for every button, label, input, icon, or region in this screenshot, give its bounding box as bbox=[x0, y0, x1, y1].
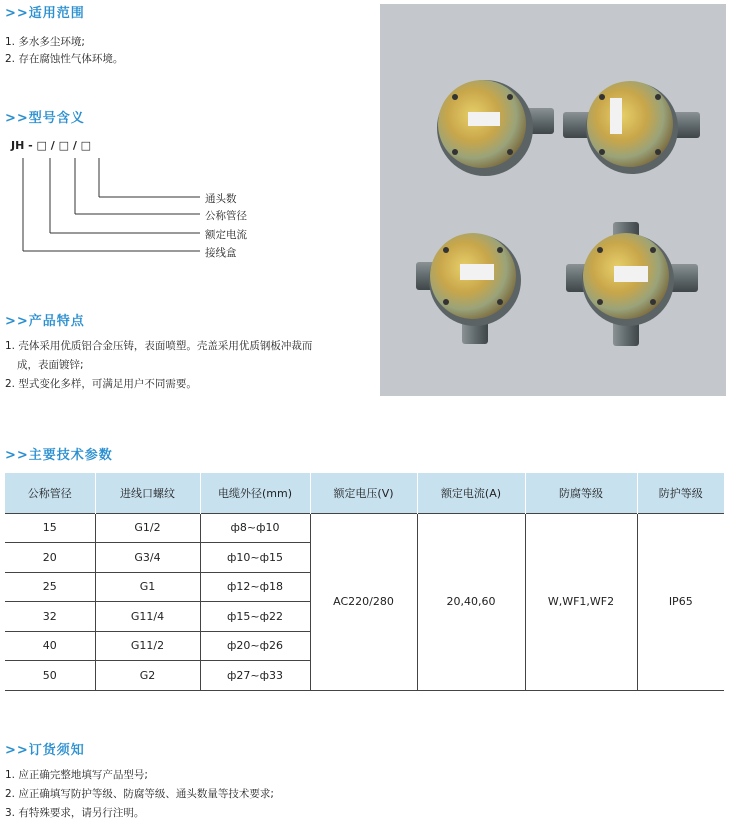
scope-item-2: 2. 存在腐蚀性气体环境。 bbox=[5, 53, 124, 65]
cell-pipe: 20 bbox=[5, 543, 95, 573]
scope-item-1: 1. 多水多尘环境; bbox=[5, 36, 85, 48]
cell-cable: ф15~ф22 bbox=[200, 602, 310, 632]
section-title-model: >>型号含义 bbox=[5, 111, 85, 126]
cell-anticorrosion: W,WF1,WF2 bbox=[525, 513, 637, 690]
cell-thread: G11/2 bbox=[95, 631, 200, 661]
feature-item-1: 1. 壳体采用优质铝合金压铸，表面喷塑。壳盖采用优质钢板冲裁而 bbox=[5, 340, 313, 352]
cell-pipe: 32 bbox=[5, 602, 95, 632]
section-title-params: >>主要技术参数 bbox=[5, 448, 113, 463]
order-item-2: 2. 应正确填写防护等级、防腐等级、通头数量等技术要求; bbox=[5, 788, 274, 800]
model-diagram bbox=[0, 130, 300, 260]
params-table bbox=[5, 473, 724, 691]
junction-box-illustration bbox=[380, 4, 726, 396]
table-row bbox=[5, 513, 724, 543]
section-title-scope: >>适用范围 bbox=[5, 6, 85, 21]
cell-cable: ф27~ф33 bbox=[200, 661, 310, 691]
cell-thread: G1/2 bbox=[95, 513, 200, 543]
model-label-pipe: 公称管径 bbox=[205, 210, 247, 222]
model-label-ports: 通头数 bbox=[205, 193, 237, 205]
cell-pipe: 25 bbox=[5, 572, 95, 602]
header-cable-dia: 电缆外径(mm) bbox=[200, 473, 310, 513]
order-item-1: 1. 应正确完整地填写产品型号; bbox=[5, 769, 148, 781]
cell-cable: ф12~ф18 bbox=[200, 572, 310, 602]
feature-item-2: 2. 型式变化多样，可满足用户不同需要。 bbox=[5, 378, 197, 390]
header-current: 额定电流(A) bbox=[417, 473, 525, 513]
cell-pipe: 15 bbox=[5, 513, 95, 543]
model-diagram-lines bbox=[0, 130, 300, 260]
section-title-features: >>产品特点 bbox=[5, 314, 85, 329]
order-item-3: 3. 有特殊要求，请另行注明。 bbox=[5, 807, 145, 819]
feature-item-1-cont: 成，表面镀锌; bbox=[17, 359, 84, 371]
header-anticorrosion: 防腐等级 bbox=[525, 473, 637, 513]
cell-current: 20,40,60 bbox=[417, 513, 525, 690]
model-label-box: 接线盒 bbox=[205, 247, 237, 259]
cell-cable: ф8~ф10 bbox=[200, 513, 310, 543]
header-pipe-size: 公称管径 bbox=[5, 473, 95, 513]
header-protection: 防护等级 bbox=[637, 473, 724, 513]
cell-thread: G2 bbox=[95, 661, 200, 691]
cell-thread: G3/4 bbox=[95, 543, 200, 573]
model-label-current: 额定电流 bbox=[205, 229, 247, 241]
model-code: JH - □ / □ / □ bbox=[11, 139, 92, 152]
header-voltage: 额定电压(V) bbox=[310, 473, 417, 513]
section-title-order: >>订货须知 bbox=[5, 743, 85, 758]
header-thread: 进线口螺纹 bbox=[95, 473, 200, 513]
cell-cable: ф20~ф26 bbox=[200, 631, 310, 661]
cell-thread: G11/4 bbox=[95, 602, 200, 632]
cell-pipe: 40 bbox=[5, 631, 95, 661]
cell-protection: IP65 bbox=[637, 513, 724, 690]
product-photo bbox=[380, 4, 726, 396]
table-header-row bbox=[5, 473, 724, 513]
cell-cable: ф10~ф15 bbox=[200, 543, 310, 573]
cell-pipe: 50 bbox=[5, 661, 95, 691]
cell-voltage: AC220/280 bbox=[310, 513, 417, 690]
cell-thread: G1 bbox=[95, 572, 200, 602]
